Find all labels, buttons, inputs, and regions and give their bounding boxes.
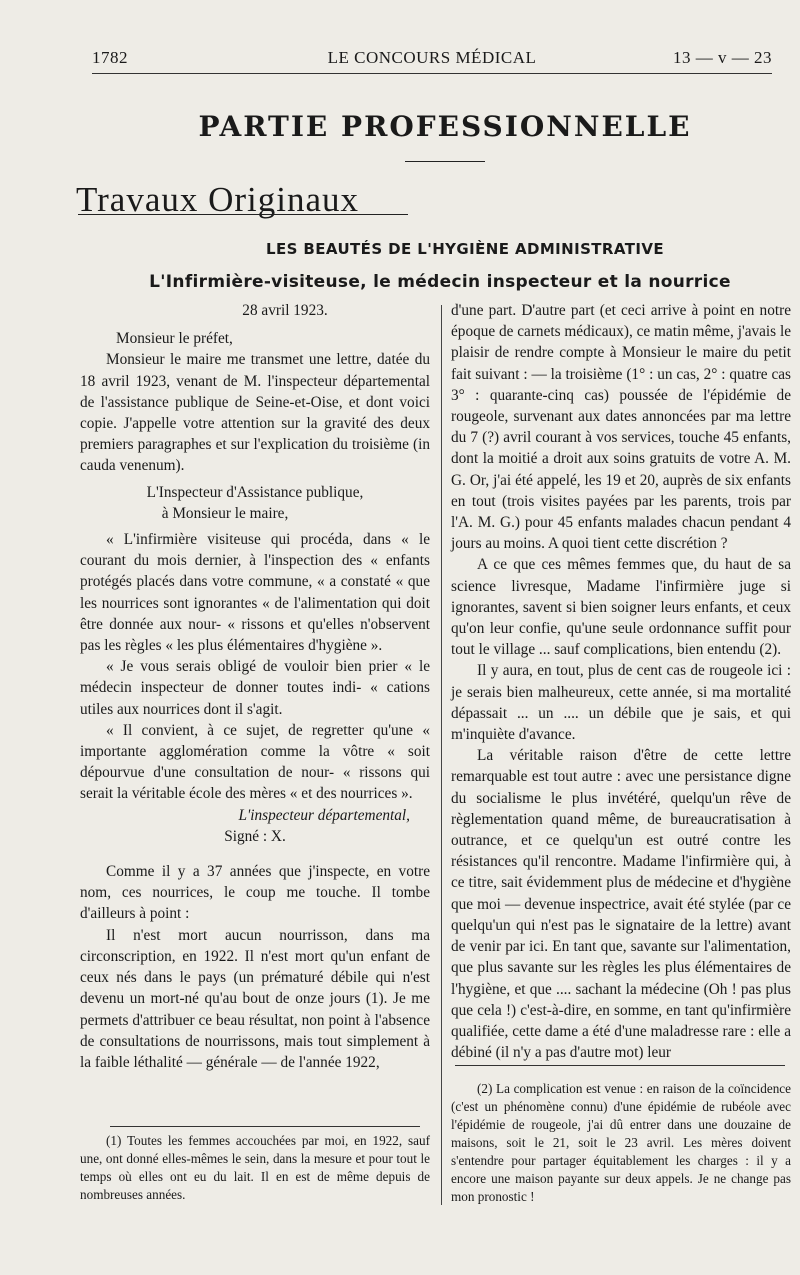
paragraph: Il y aura, en tout, plus de cent cas de rougeole ici : je serais bien malheureux, cette année, si ma mortalité dépassait ... un .... un débile que je sais, et qui m'inquiète d'avance. [451,662,791,744]
footnote-1: (1) Toutes les femmes accouchées par moi, en 1922, sauf une, ont donné elles-mêmes le sein, dans la mesure et pour tout le temps où elles ont eu du lait. Il en est de même depuis de nombreuses années. [80,1133,430,1202]
paragraph: Comme il y a 37 années que j'inspecte, en votre nom, ces nourrices, le coup me touche. Il tombe d'ailleurs à point : [80,863,430,923]
section-title: PARTIE PROFESSIONNELLE [198,110,692,143]
letter-heading: L'Inspecteur d'Assistance publique, [146,483,364,501]
paragraph: d'une part. D'autre part (et ceci arrive à point en notre époque de carnets médicaux), ce matin même, j'avais le plaisir de rendre compte à Monsieur le maire du petit fait suivant : — la troisième (1° : un cas, 2° : quatre cas 3° : quarante-cinq cas) poussée de l'épidémie de rougeole, survenant aux dates annoncées par ma lettre du 7 (?) avril courant à vos services, touche 45 enfants, dont la moitié a droit aux soins gratuits de votre A. M. G. Or, j'ai été appelé, les 19 et 20, auprès de six enfants en tout (trois visites payées par les parents, trois par l'A. M. G.) pour 45 enfants malades chacun pendant 4 jours au moins. A quoi tient cette discrétion ? [451,302,791,553]
paragraph: Monsieur le maire me transmet une lettre, datée du 18 avril 1923, venant de M. l'inspecteur départemental de l'assistance publique de Seine-et-Oise, et dont voici copie. J'appelle votre attention sur la gravité des deux premiers paragraphes et sur l'explication du troisième (in cauda venenum). [80,351,430,475]
quote-paragraph: « Je vous serais obligé de vouloir bien prier « le médecin inspecteur de donner toutes indi- « cations utiles aux nourrices dont il s'agit. [80,658,430,718]
section-title-rule [405,161,485,162]
journal-name: LE CONCOURS MÉDICAL [327,48,537,67]
quote-paragraph: « Il convient, à ce sujet, de regretter qu'une « importante agglomération comme la vôtre « soit dépourvue d'une consultation de nour- « rissons qui serait la véritable école des mères « et des nourrices ». [80,721,430,803]
paragraph: A ce que ces mêmes femmes que, du haut de sa science livresque, Madame l'infirmière juge si ignorantes, savent si bien soigner leurs enfants, et ceux qu'on leur confie, qu'une seule ordonnance suffit pour tout le village ... sauf complications, bien entendu (2). [451,556,791,659]
letter-date: 28 avril 1923. [242,302,328,319]
article-subtitle: L'Infirmière-visiteuse, le médecin inspecteur et la nourrice [149,272,731,292]
paragraph: La véritable raison d'être de cette lettre remarquable est tout autre : avec une persistance digne du socialisme le plus invétéré, quelqu'un rêve de règlementation quand même, de bureaucratisation à outrance, et ce quelqu'un est outré contre les résistances qu'il rencontre. Madame l'infirmière qui, à ce titre, sait évidemment plus de médecine et d'hygiène que moi — devenue inspectrice, avait été stylée (par ce quelqu'un qui n'est pas le signataire de la lettre) avant de venir par ici. En tant que, savante sur l'alimentation, que plus savante sur les règles les plus élémentaires de l'hygiène, et que .... sachant la médecine (Oh ! pas plus que cela !) c'est-à-dire, en somme, en tant qu'infirmière qualifiée, cette dame a été d'une maladresse rare : elle a débiné (il n'y a pas d'autre mot) leur [451,747,791,1062]
left-column [80,300,430,1073]
right-column [451,300,791,1063]
page-number: 1782 [92,48,128,67]
footnote-rule [455,1065,785,1066]
footnote-rule [110,1126,420,1127]
letter-addressee: à Monsieur le maire, [161,504,289,522]
issue-date: 13 — v — 23 [673,48,772,67]
article-title: LES BEAUTÉS DE L'HYGIÈNE ADMINISTRATIVE [266,240,664,258]
signature: Signé : X. [224,827,286,845]
paragraph: Il n'est mort aucun nourrisson, dans ma circonscription, en 1922. Il n'est mort qu'un enfant de ceux nés dans le pays (un prématuré débile qui n'est devenu un mort-né qu'au bout de onze jours (1). Je me permets d'attribuer ce beau résultat, non point à l'absence de consultations de nourrissons, mais tout simplement à la faible léthalité — générale — de l'année 1922, [80,926,430,1071]
column-rule [441,305,442,1205]
salutation: Monsieur le préfet, [116,330,233,348]
running-head [92,48,772,70]
quote-paragraph: « L'infirmière visiteuse qui procéda, dans « le courant du mois dernier, à l'inspection des « enfants protégés placés dans votre commune, « a constaté « que les nourrices sont ignorantes « de l'alimentation qui doit être donnée aux nour- « rissons et qu'elles n'observent pas les règles « les plus élémentaires d'hygiène ». [80,531,430,655]
header-rule [92,73,772,74]
rubric-heading: Travaux Originaux [76,180,360,219]
rubric-rule [78,214,408,215]
footnote-2: (2) La complication est venue : en raison de la coïncidence (c'est un phénomène connu) d'une épidémie de rubéole avec l'épidémie de rougeole, j'ai dû entrer dans une douzaine de maisons, soit le 21, soit le 23 avril. Les mères doivent s'entendre pour partager équitablement les charges : il y a encore une maison payante sur deux appels. Je ne change pas mon pronostic ! [451,1081,791,1204]
signature-title: L'inspecteur départemental, [238,806,410,824]
